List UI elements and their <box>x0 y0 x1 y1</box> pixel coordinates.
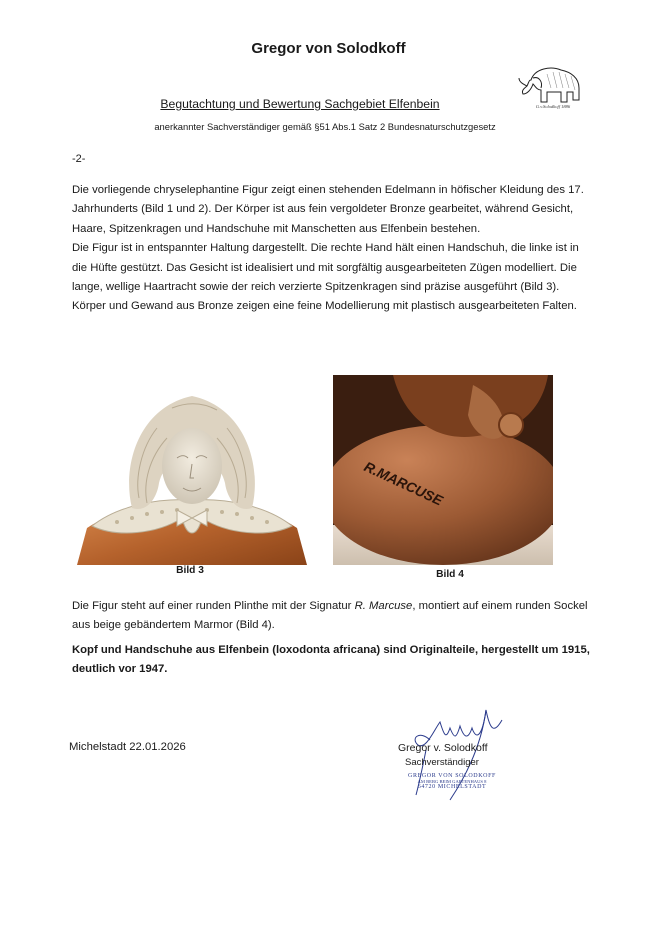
address-stamp <box>396 773 508 790</box>
stamp-name: GREGOR VON SOLODKOFF <box>408 773 496 779</box>
signer-role: Sachverständiger <box>405 757 479 768</box>
paragraph-2: Die Figur ist in entspannter Haltung dargestellt. Die rechte Hand hält einen Handschuh, die linke ist in die Hüfte gestützt. Das Gesicht ist idealisiert und mit sorgfältig ausgearbeiteten Zügen modelliert. Die lange, wellige Haartracht sowie der reich verzierte Spitzenkragen sind präzise ausgeführt (Bild 3). <box>72 242 579 294</box>
letterhead-name: Gregor von Solodkoff <box>251 40 406 57</box>
plinth-text-start: Die Figur steht auf einer runden Plinthe mit der Signatur <box>72 600 355 612</box>
plinth-signature-name: R. Marcuse <box>354 600 413 612</box>
caption-bild-4: Bild 4 <box>436 569 464 580</box>
paragraph-3: Körper und Gewand aus Bronze zeigen eine feine Modellierung mit plastisch ausgearbeiteten Falten. <box>72 300 577 313</box>
signer-name: Gregor v. Solodkoff <box>398 742 488 754</box>
page-number: -2- <box>72 153 86 165</box>
caption-bild-3: Bild 3 <box>176 565 204 576</box>
plinth-text-end: , montiert auf einem runden Sockel aus beige gebändertem Marmor (Bild 4). <box>72 600 588 632</box>
conclusion-paragraph: Kopf und Handschuhe aus Elfenbein (loxodonta africana) sind Originalteile, hergestellt um 1915, deutlich vor 1947. <box>72 644 590 676</box>
document-subtitle: Begutachtung und Bewertung Sachgebiet Elfenbein <box>160 97 440 111</box>
stamp-street: AM BERG BEIM GARTENHAUS 8 <box>417 779 487 784</box>
paragraph-1: Die vorliegende chryselephantine Figur zeigt einen stehenden Edelmann in höfischer Kleidung des 17. Jahrhunderts (Bild 1 und 2). Der Körper ist aus fein vergoldeter Bronze gearbeitet, während Gesicht, Haare, Spitzenkragen und Handschuhe mit Manschetten aus Elfenbein bestehen. <box>72 184 584 235</box>
engraved-signature: R.MARCUSE <box>361 458 446 509</box>
description-block <box>72 181 592 317</box>
photo-signature-base <box>333 375 553 565</box>
legal-accreditation: anerkannter Sachverständiger gemäß §51 Abs.1 Satz 2 Bundesnaturschutzgesetz <box>154 121 496 132</box>
stamp-city: 64720 MICHELSTADT <box>417 784 487 790</box>
plinth-paragraph <box>72 597 592 636</box>
handwritten-signature <box>390 700 530 810</box>
photo-bust <box>77 388 307 565</box>
logo-caption: G.v.Solodkoff 1886 <box>535 104 571 109</box>
place-and-date: Michelstadt 22.01.2026 <box>69 741 186 753</box>
